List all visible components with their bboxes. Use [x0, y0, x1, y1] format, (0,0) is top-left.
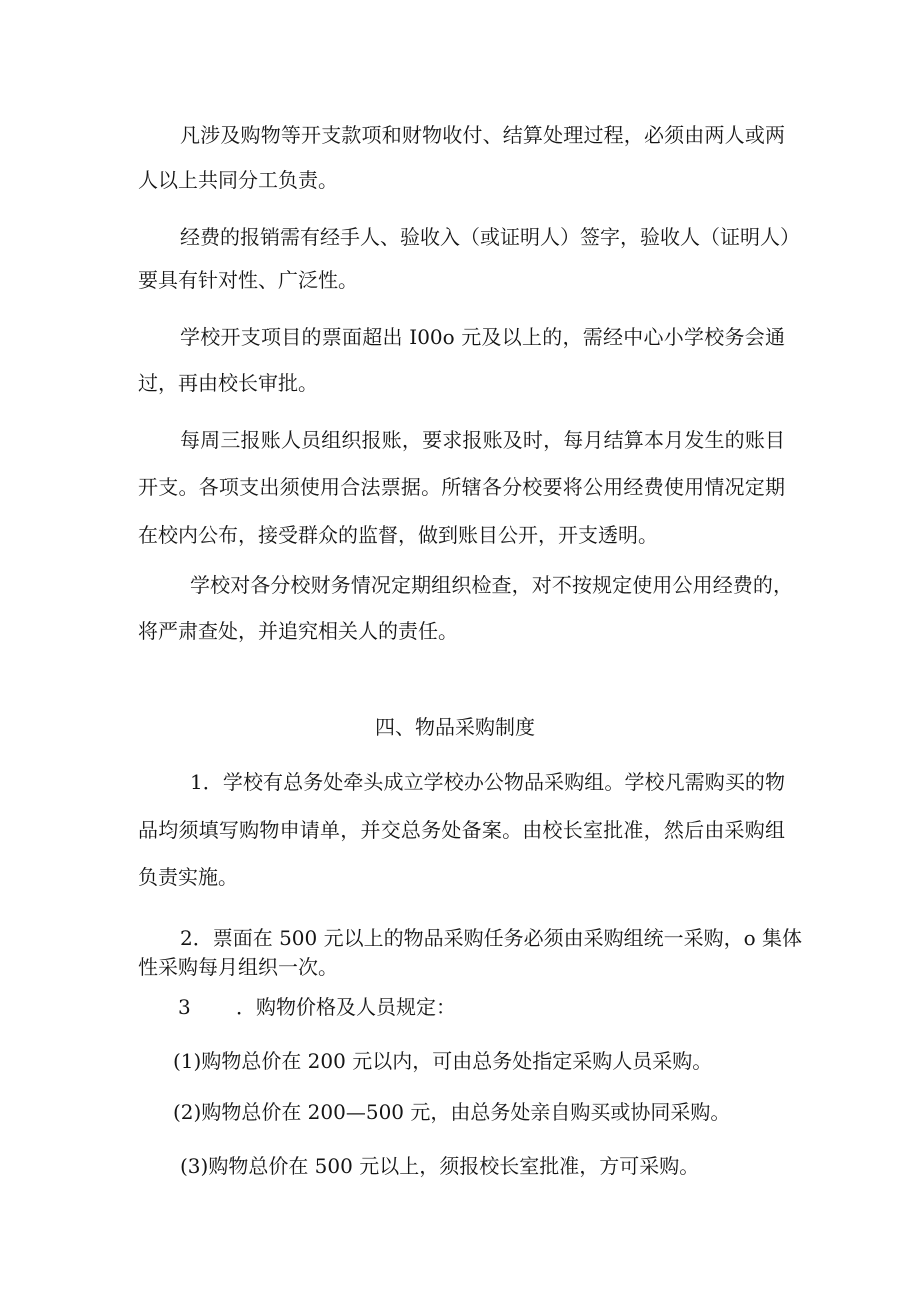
section-heading: 四、物品采购制度 — [375, 715, 535, 739]
list-item-line: 性采购每月组织一次。 — [138, 955, 338, 979]
paragraph-line: 要具有针对性、广泛性。 — [138, 268, 358, 292]
paragraph-line: 每周三报账人员组织报账，要求报账及时，每月结算本月发生的账目 — [180, 428, 785, 452]
list-item-line: ．购物价格及人员规定： — [236, 995, 456, 1019]
list-item-number: 3 — [178, 995, 191, 1019]
paragraph-line: 过，再由校长审批。 — [138, 371, 318, 395]
paragraph-line: 经费的报销需有经手人、验收入（或证明人）签字，验收人（证明人） — [180, 225, 800, 249]
list-item-line: 品均须填写购物申请单，并交总务处备案。由校长室批准，然后由采购组 — [138, 818, 785, 842]
sub-item-line: (2)购物总价在 200—500 元，由总务处亲自购买或协同采购。 — [173, 1100, 731, 1124]
paragraph-line: 人以上共同分工负责。 — [138, 168, 338, 192]
paragraph-line: 凡涉及购物等开支款项和财物收付、结算处理过程，必须由两人或两 — [180, 123, 785, 147]
sub-item-line: (1)购物总价在 200 元以内，可由总务处指定采购人员采购。 — [173, 1049, 713, 1073]
list-item-line: 1．学校有总务处牵头成立学校办公物品采购组。学校凡需购买的物 — [190, 770, 785, 794]
list-item-line: 负责实施。 — [138, 865, 238, 889]
paragraph-line: 学校开支项目的票面超出 I00o 元及以上的，需经中心小学校务会通 — [180, 325, 785, 349]
paragraph-line: 将严肃查处，并追究相关人的责任。 — [138, 619, 458, 643]
paragraph-line: 学校对各分校财务情况定期组织检查，对不按规定使用公用经费的， — [190, 573, 793, 597]
paragraph-line: 开支。各项支出须使用合法票据。所辖各分校要将公用经费使用情况定期 — [138, 475, 785, 499]
sub-item-line: (3)购物总价在 500 元以上，须报校长室批准，方可采购。 — [180, 1154, 700, 1178]
list-item-line: 2．票面在 500 元以上的物品采购任务必须由采购组统一采购，o 集体 — [180, 926, 803, 950]
paragraph-line: 在校内公布，接受群众的监督，做到账目公开，开支透明。 — [138, 523, 658, 547]
